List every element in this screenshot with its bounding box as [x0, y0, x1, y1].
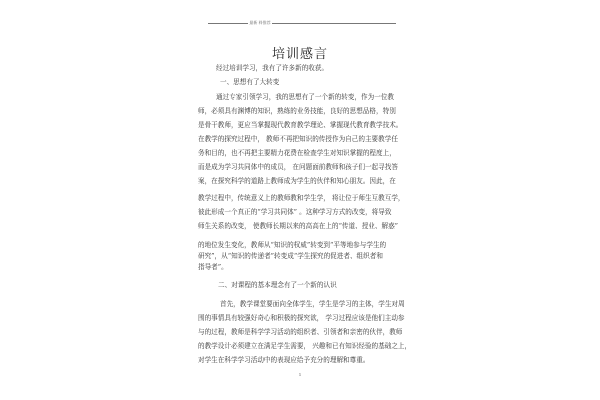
paragraph-line: 指导者”。: [198, 263, 228, 271]
paragraph-line: 务和目的，也不再把主要精力花费在检查学生对知识掌握的程度上，: [198, 149, 396, 157]
paragraph-line: 师生关系的改变， 使教师长期以来的高高在上的“传道、授业、解惑”: [198, 222, 399, 230]
paragraph-line: 是骨干教师，更应当掌握现代教育教学理论、掌握现代教育教学技术。: [198, 121, 403, 129]
paragraph-line: 与的过程，教师是科学学习活动的组织者、引领者和亲密的伙伴，教师: [198, 328, 403, 336]
intro-paragraph: 经过培训学习，我有了许多新的收获。: [216, 64, 329, 72]
paragraph-line: 师，必须具有渊博的知识，熟练的业务技能，良好的思想品格，特别: [198, 107, 396, 115]
section-heading-1: 一、思想有了大转变: [220, 78, 280, 86]
paragraph-line: 首先，教学课堂要面向全体学生，学生是学习的主体，学生对周: [220, 300, 405, 308]
page-number: 1: [298, 372, 302, 377]
header-mark: 最新 料推荐: [249, 20, 271, 25]
paragraph-line: 的地位发生变化，教师从“知识的权威”转变到“平等地参与学生的: [198, 241, 387, 249]
header-rule-right: [272, 23, 396, 24]
paragraph-line: 围的事情具有较强好奇心和积极的探究欲， 学习过程应该是他们主动参: [198, 314, 405, 322]
paragraph-line: 的教学设计必须建立在满足学生需要， 兴趣和已有知识经验的基础之上，: [198, 342, 412, 350]
paragraph-line: 研究”，从“知识的传递者”转变成“学生探究的促进者、组织者和: [198, 252, 383, 260]
paragraph-line: 在教学的探究过程中， 教师不再把知识的传授作为自己的主要教学任: [198, 135, 398, 143]
header-rule-left: [208, 23, 248, 24]
paragraph-line: 通过专家引领学习，我的思想有了一个新的转变，作为一位教: [216, 93, 395, 101]
paragraph-line: 彼此形成一个真正的“学习共同体” 。这种学习方式的改变，将导致: [198, 208, 392, 216]
paragraph-line: 而是成为学习共同体中的成员， 在问题面前教师和孩子们一起寻找答: [198, 163, 398, 171]
document-title: 培训感言: [271, 47, 328, 62]
paragraph-line: 对学生在科学学习活动中的表现应给予充分的理解和尊重。: [198, 356, 370, 364]
paragraph-line: 教学过程中，传统意义上的教师教和学生学， 将让位于师生互教互学，: [198, 194, 405, 202]
paragraph-line: 案，在探究科学的道路上教师成为学生的伙伴和知心朋友。因此，在: [198, 177, 396, 185]
section-heading-2: 二、对课程的基本理念有了一个新的认识: [218, 281, 337, 289]
